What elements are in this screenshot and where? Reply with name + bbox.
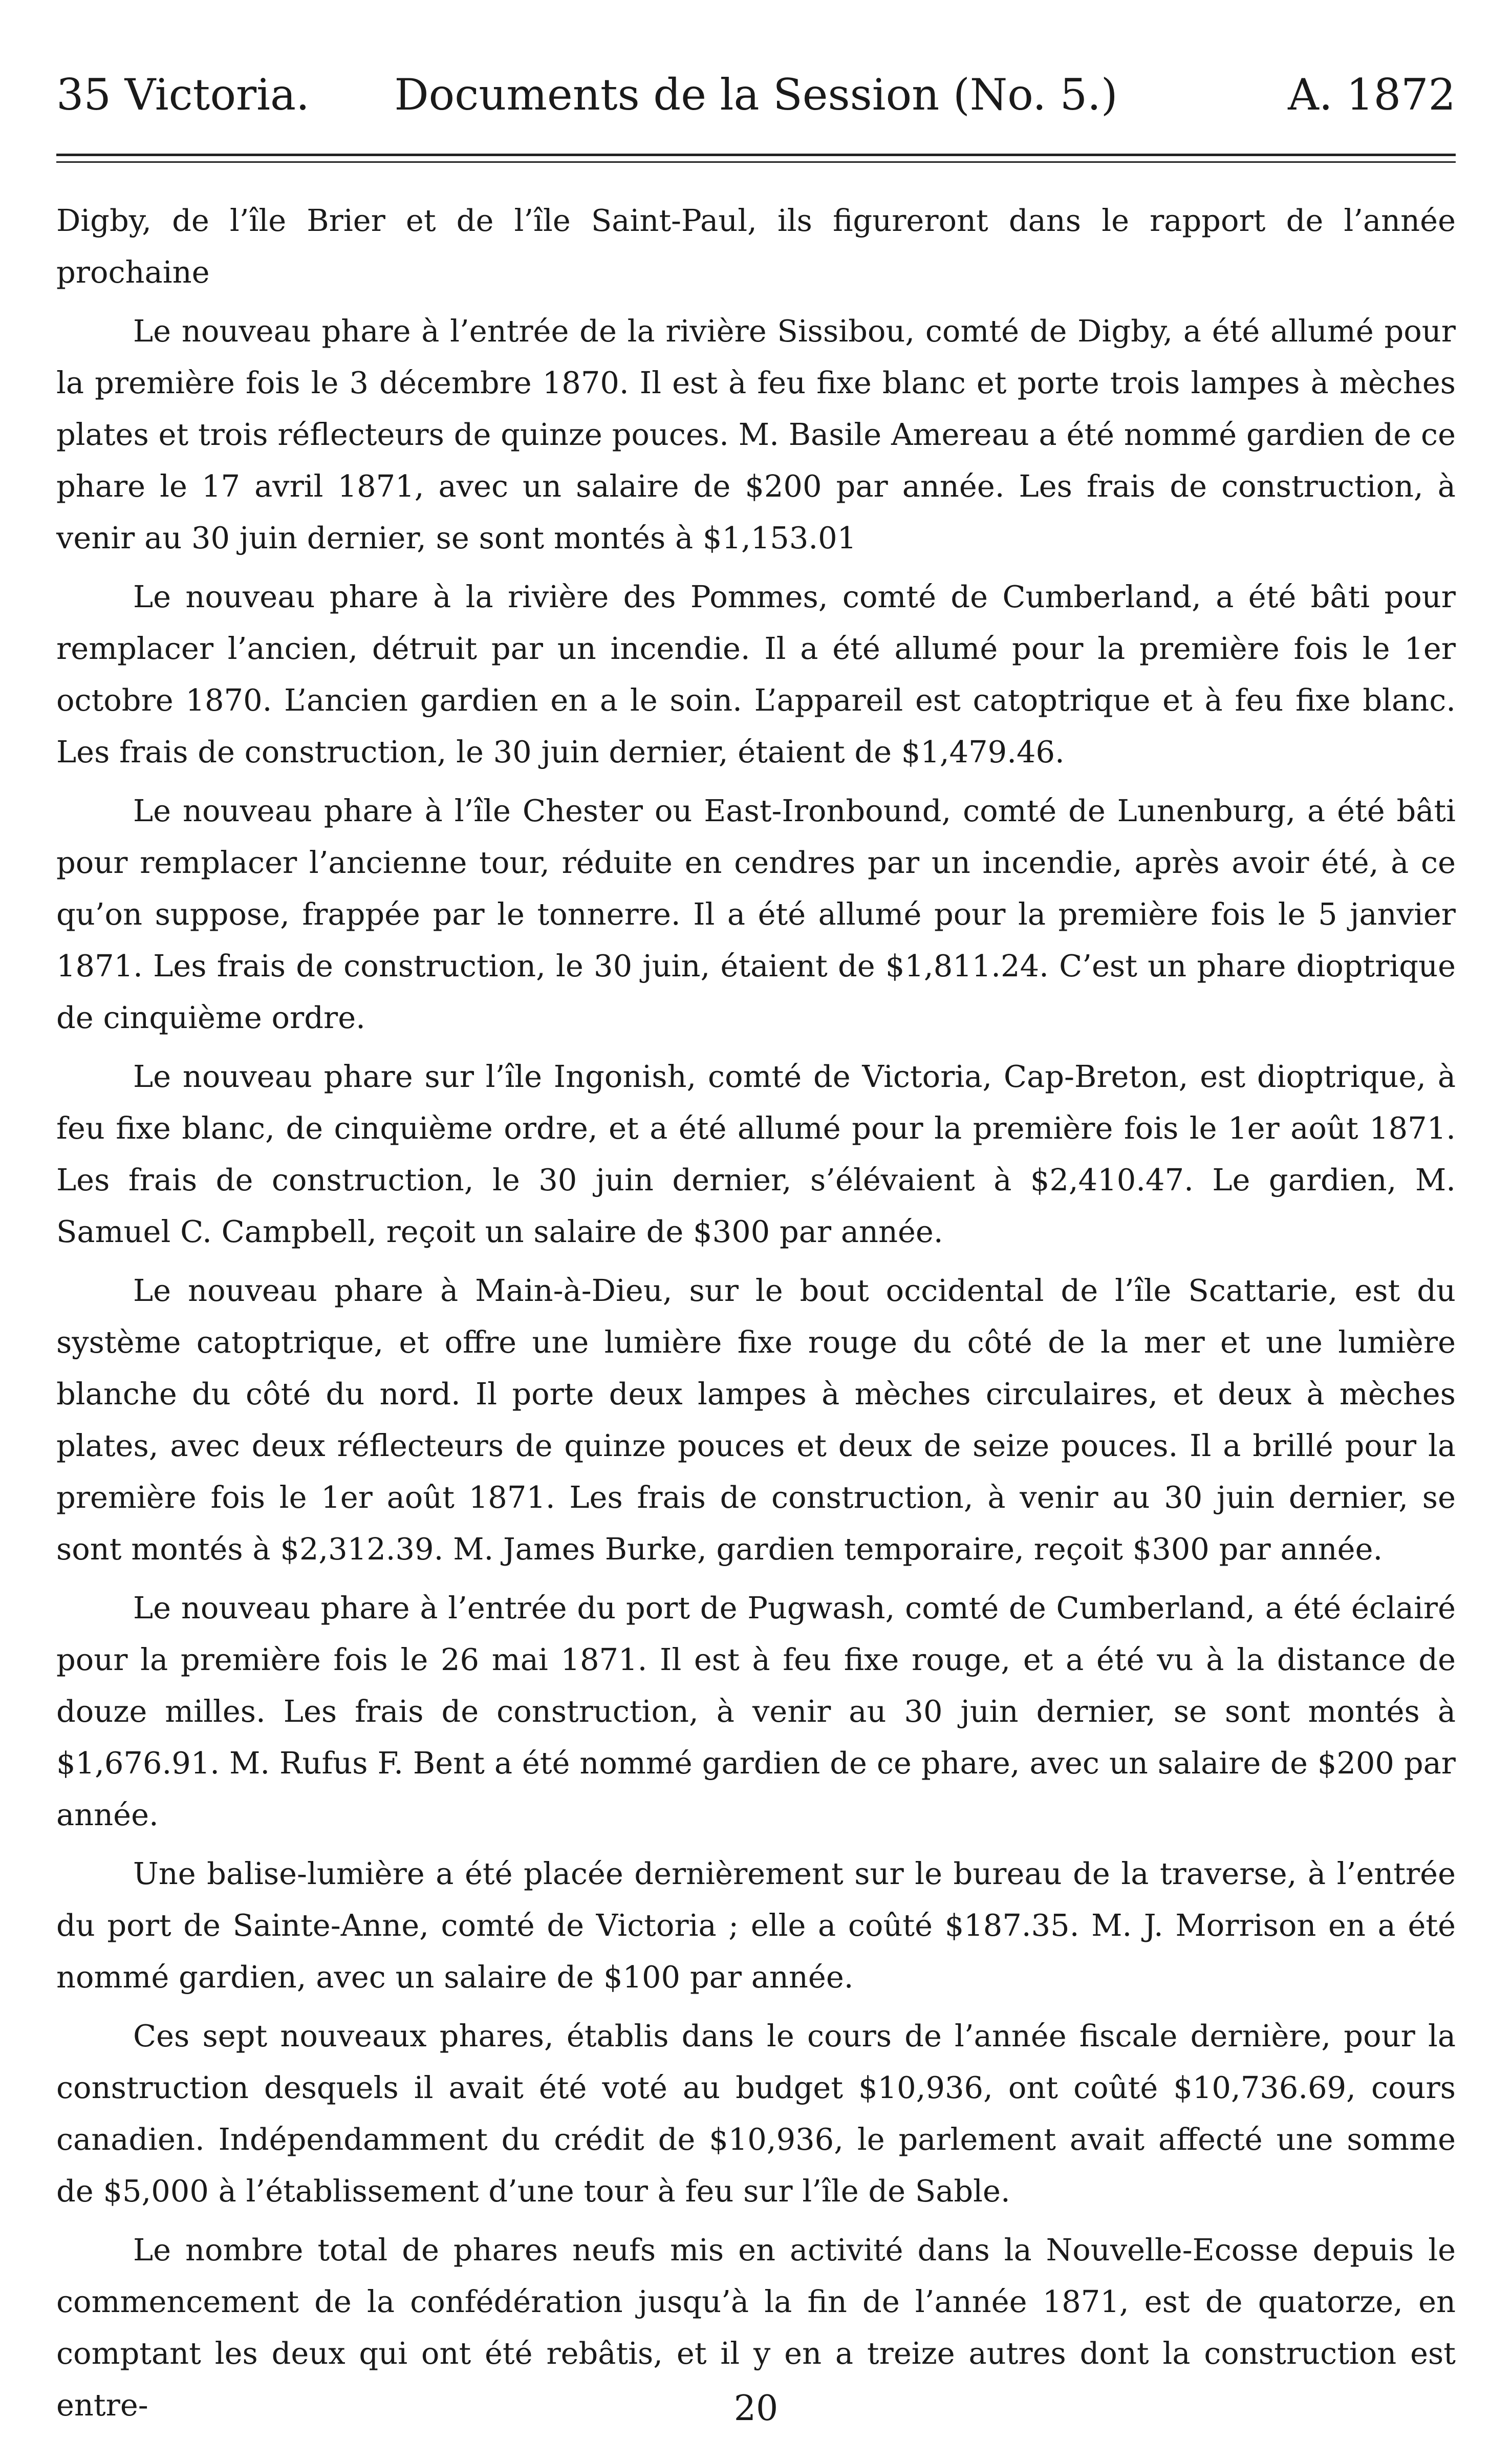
paragraph-continuation: Digby, de l’île Brier et de l’île Saint-Paul, ils figureront dans le rapport de l’année prochaine (56, 203, 1456, 290)
header-double-rule (56, 154, 1456, 163)
header-rule-thick (56, 154, 1456, 156)
page-number: 20 (733, 2388, 779, 2429)
paragraph-chester: Le nouveau phare à l’île Chester ou East-Ironbound, comté de Lunenburg, a été bâti pour remplacer l’ancienne tour, réduite en cendres par un incendie, après avoir été, à ce qu’on suppose, frappée par le tonnerre. Il a été allumé pour la première fois le 5 janvier 1871. Les frais de construction, le 30 juin, étaient de $1,811.24. C’est un phare dioptrique de cinquième ordre. (56, 793, 1456, 1035)
header-document-title: Documents de la Session (No. 5.) (394, 70, 1118, 120)
paragraph-pommes: Le nouveau phare à la rivière des Pommes, comté de Cumberland, a été bâti pour remplacer l’ancien, détruit par un incendie. Il a été allumé pour la première fois le 1er octobre 1870. L’ancien gardien en a le soin. L’appareil est catoptrique et à feu fixe blanc. Les frais de construction, le 30 juin dernier, étaient de $1,479.46. (56, 579, 1456, 769)
paragraph-pugwash: Le nouveau phare à l’entrée du port de Pugwash, comté de Cumberland, a été éclairé pour la première fois le 26 mai 1871. Il est à feu fixe rouge, et a été vu à la distance de douze milles. Les frais de construction, à venir au 30 juin dernier, se sont montés à $1,676.91. M. Rufus F. Bent a été nommé gardien de ce phare, avec un salaire de $200 par année. (56, 1590, 1456, 1832)
paragraph-sissibou: Le nouveau phare à l’entrée de la rivière Sissibou, comté de Digby, a été allumé pour la première fois le 3 décembre 1870. Il est à feu fixe blanc et porte trois lampes à mèches plates et trois réflecteurs de quinze pouces. M. Basile Amereau a été nommé gardien de ce phare le 17 avril 1871, avec un salaire de $200 par année. Les frais de construction, à venir au 30 juin dernier, se sont montés à $1,153.01 (56, 313, 1456, 555)
running-header (56, 67, 1456, 123)
header-session-volume: 35 Victoria. (56, 70, 310, 120)
paragraph-ingonish: Le nouveau phare sur l’île Ingonish, comté de Victoria, Cap-Breton, est dioptrique, à feu fixe blanc, de cinquième ordre, et a été allumé pour la première fois le 1er août 1871. Les frais de construction, le 30 juin dernier, s’élévaient à $2,410.47. Le gardien, M. Samuel C. Campbell, reçoit un salaire de $300 par année. (56, 1059, 1456, 1249)
paragraph-budget: Ces sept nouveaux phares, établis dans le cours de l’année fiscale dernière, pour la construction desquels il avait été voté au budget $10,936, ont coûté $10,736.69, cours canadien. Indépendamment du crédit de $10,936, le parlement avait affecté une somme de $5,000 à l’établissement d’une tour à feu sur l’île de Sable. (56, 2018, 1456, 2209)
paragraph-total: Le nombre total de phares neufs mis en activité dans la Nouvelle-Ecosse depuis le commencement de la confédération jusqu’à la fin de l’année 1871, est de quatorze, en comptant les deux qui ont été rebâtis, et il y en a treize autres dont la construction est entre- (56, 2232, 1456, 2423)
paragraph-main-a-dieu: Le nouveau phare à Main-à-Dieu, sur le bout occidental de l’île Scattarie, est du système catoptrique, et offre une lumière fixe rouge du côté de la mer et une lumière blanche du côté du nord. Il porte deux lampes à mèches circulaires, et deux à mèches plates, avec deux réflecteurs de quinze pouces et deux de seize pouces. Il a brillé pour la première fois le 1er août 1871. Les frais de construction, à venir au 30 juin dernier, se sont montés à $2,312.39. M. James Burke, gardien temporaire, reçoit $300 par année. (56, 1273, 1456, 1567)
body-text (56, 195, 1456, 2438)
header-year: A. 1872 (1288, 70, 1456, 120)
header-rule-thin (56, 161, 1456, 163)
paragraph-sainte-anne: Une balise-lumière a été placée dernièrement sur le bureau de la traverse, à l’entrée du port de Sainte-Anne, comté de Victoria ; elle a coûté $187.35. M. J. Morrison en a été nommé gardien, avec un salaire de $100 par année. (56, 1856, 1456, 1995)
